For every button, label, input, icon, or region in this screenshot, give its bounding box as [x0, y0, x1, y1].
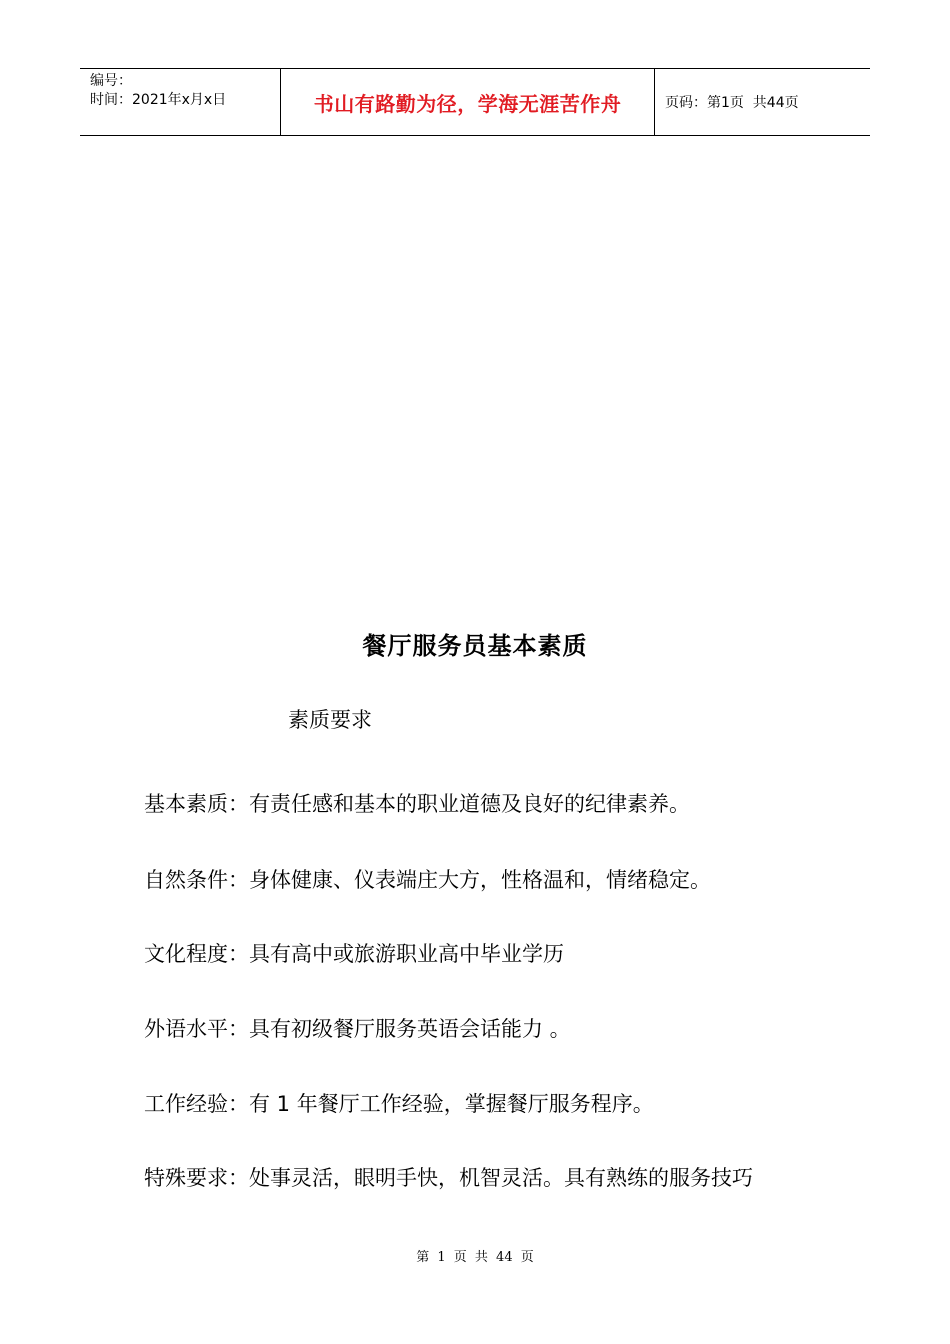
requirement-item: 自然条件：身体健康、仪表端庄大方，性格温和，情绪稳定。 — [144, 868, 711, 892]
document-number-label: 编号： — [90, 73, 132, 89]
header-motto: 书山有路勤为径，学海无涯苦作舟 — [313, 91, 622, 116]
requirement-item: 特殊要求：处事灵活，眼明手快，机智灵活。具有熟练的服务技巧 — [144, 1166, 753, 1190]
requirement-item: 文化程度：具有高中或旅游职业高中毕业学历 — [144, 942, 564, 966]
document-time-label: 时间：2021年x月x日 — [90, 92, 227, 108]
requirement-item: 基本素质：有责任感和基本的职业道德及良好的纪律素养。 — [144, 792, 690, 816]
requirement-item: 外语水平：具有初级餐厅服务英语会话能力 。 — [144, 1017, 571, 1041]
page-footer: 第 1 页 共 44 页 — [416, 1250, 534, 1265]
requirement-item: 工作经验：有 1 年餐厅工作经验，掌握餐厅服务程序。 — [144, 1092, 654, 1116]
section-subtitle: 素质要求 — [288, 708, 372, 732]
header-motto-cell — [281, 69, 655, 135]
page-header — [80, 68, 870, 136]
header-page-info: 页码：第1页 共44页 — [665, 95, 799, 111]
document-title: 餐厅服务员基本素质 — [362, 632, 588, 660]
header-meta-cell — [80, 69, 281, 135]
